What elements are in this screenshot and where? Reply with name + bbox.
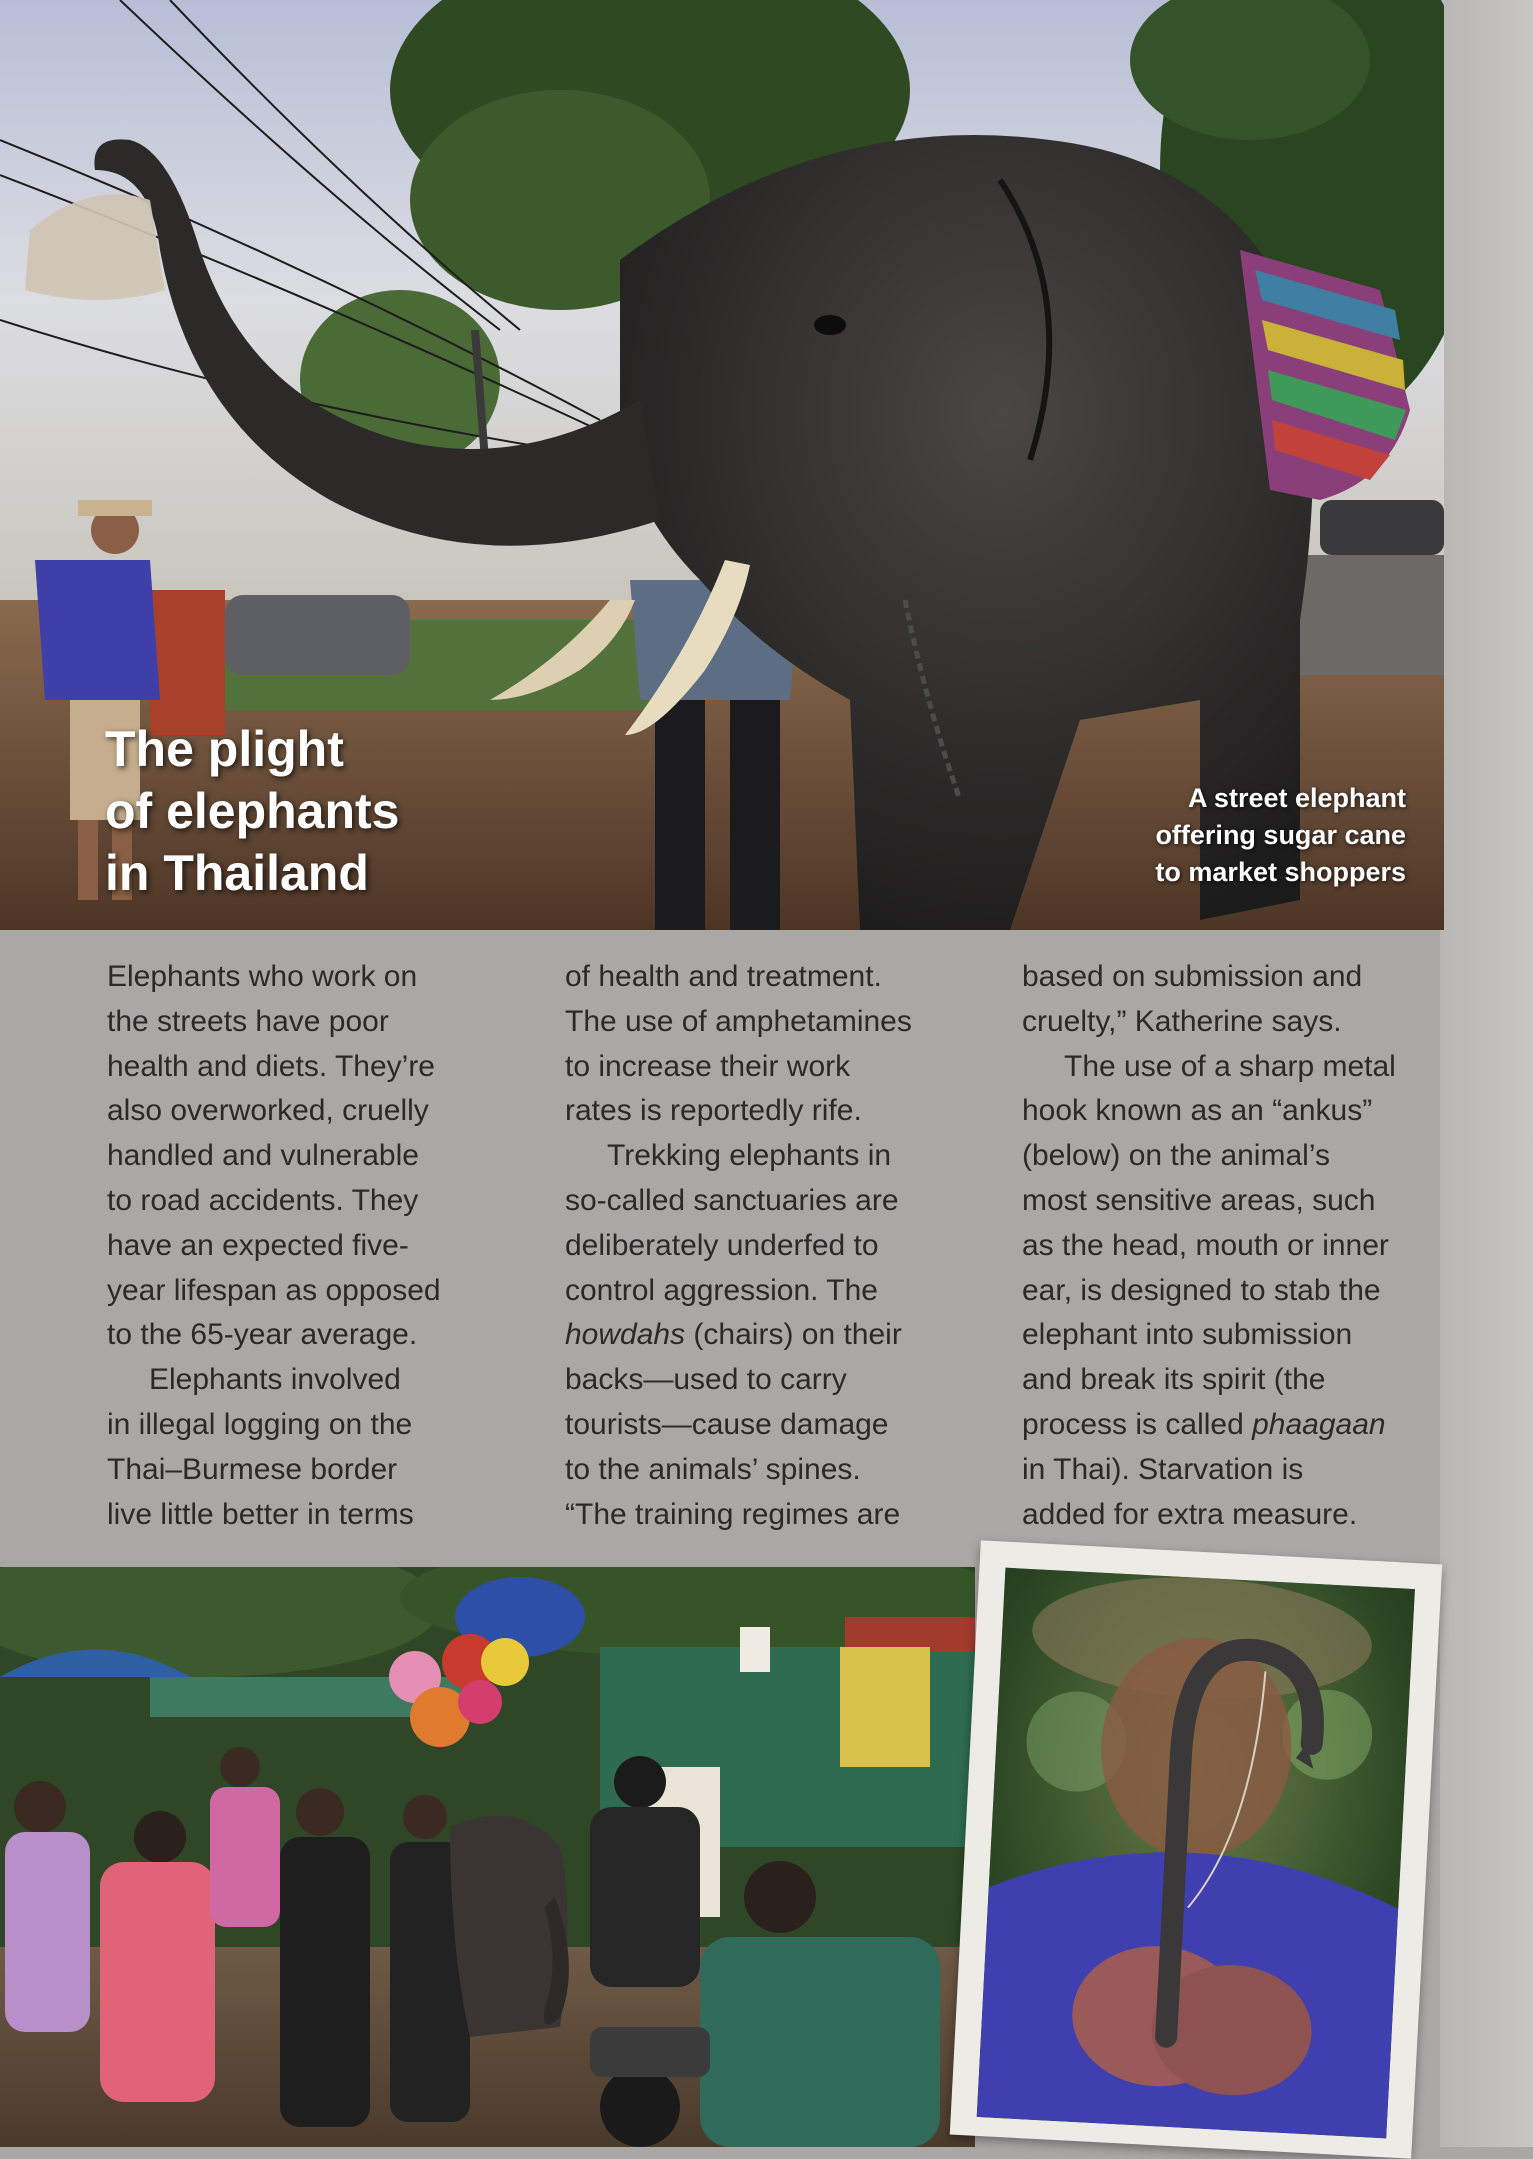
text-line: deliberately underfed to: [565, 1228, 879, 1262]
text-line: howdahs (chairs) on their: [565, 1318, 902, 1352]
text-line: process is called phaagaan: [1022, 1407, 1386, 1441]
page-edge: [1440, 0, 1533, 2147]
text-column-3: [1022, 955, 1442, 1537]
text-line: tourists—cause damage: [565, 1407, 889, 1441]
paragraph: [565, 1134, 985, 1537]
paragraph: [107, 955, 527, 1358]
title-line: The plight: [105, 721, 344, 777]
text-line: rates is reportedly rife.: [565, 1094, 862, 1128]
text-line: based on submission and: [1022, 960, 1363, 993]
text-column-2: [565, 955, 985, 1537]
text-line: as the head, mouth or inner: [1022, 1228, 1389, 1262]
text-line: The use of amphetamines: [565, 1004, 912, 1038]
text-line: in Thai). Starvation is: [1022, 1452, 1304, 1486]
text-line: control aggression. The: [565, 1273, 878, 1307]
ankus-polaroid: [950, 1540, 1443, 2158]
italic-term: phaagaan: [1252, 1407, 1386, 1441]
text-line: (below) on the animal’s: [1022, 1139, 1330, 1173]
ankus-photo: [977, 1568, 1415, 2139]
hero-photo: [0, 0, 1444, 930]
caption-line: offering sugar cane: [1155, 820, 1406, 850]
market-crowd-image: [0, 1567, 975, 2147]
paragraph: [1022, 955, 1442, 1045]
text-line: The use of a sharp metal: [1064, 1049, 1396, 1083]
article-body: [0, 930, 1440, 1560]
text-line: Elephants who work on: [107, 960, 418, 993]
title-line: in Thailand: [105, 845, 369, 901]
article-title: [105, 718, 399, 904]
caption-line: A street elephant: [1187, 783, 1406, 813]
text-line: to road accidents. They: [107, 1183, 419, 1217]
text-line: Elephants involved: [149, 1363, 401, 1397]
paragraph: [565, 955, 985, 1134]
text-line: to the animals’ spines.: [565, 1452, 861, 1486]
caption-line: to market shoppers: [1155, 857, 1406, 887]
text-line: and break its spirit (the: [1022, 1363, 1326, 1397]
photo-caption: [1046, 780, 1406, 891]
text-line: to increase their work: [565, 1049, 851, 1083]
text-line: have an expected five-: [107, 1228, 409, 1262]
paragraph: [107, 1358, 527, 1537]
text-line: most sensitive areas, such: [1022, 1183, 1376, 1217]
paragraph: [1022, 1045, 1442, 1538]
text-line: year lifespan as opposed: [107, 1273, 441, 1307]
text-line: added for extra measure.: [1022, 1497, 1358, 1531]
text-line: so-called sanctuaries are: [565, 1183, 899, 1217]
text-line: live little better in terms: [107, 1497, 414, 1531]
text-line: Thai–Burmese border: [107, 1452, 398, 1486]
text-line: to the 65-year average.: [107, 1318, 418, 1352]
text-line: the streets have poor: [107, 1004, 389, 1038]
italic-term: howdahs: [565, 1318, 686, 1352]
text-line: health and diets. They’re: [107, 1049, 435, 1083]
text-column-1: [107, 955, 527, 1537]
text-line: also overworked, cruelly: [107, 1094, 429, 1128]
text-line: in illegal logging on the: [107, 1407, 413, 1441]
text-line: handled and vulnerable: [107, 1139, 419, 1173]
title-line: of elephants: [105, 783, 400, 839]
text-line: Trekking elephants in: [607, 1139, 892, 1173]
text-line: cruelty,” Katherine says.: [1022, 1004, 1342, 1038]
ankus-hook-image: [977, 1568, 1415, 2139]
text-line: backs—used to carry: [565, 1363, 847, 1397]
market-photo: [0, 1567, 975, 2147]
text-line: hook known as an “ankus”: [1022, 1094, 1373, 1128]
text-line: of health and treatment.: [565, 960, 882, 993]
text-line: “The training regimes are: [565, 1497, 901, 1531]
text-line: ear, is designed to stab the: [1022, 1273, 1381, 1307]
text-line: elephant into submission: [1022, 1318, 1353, 1352]
